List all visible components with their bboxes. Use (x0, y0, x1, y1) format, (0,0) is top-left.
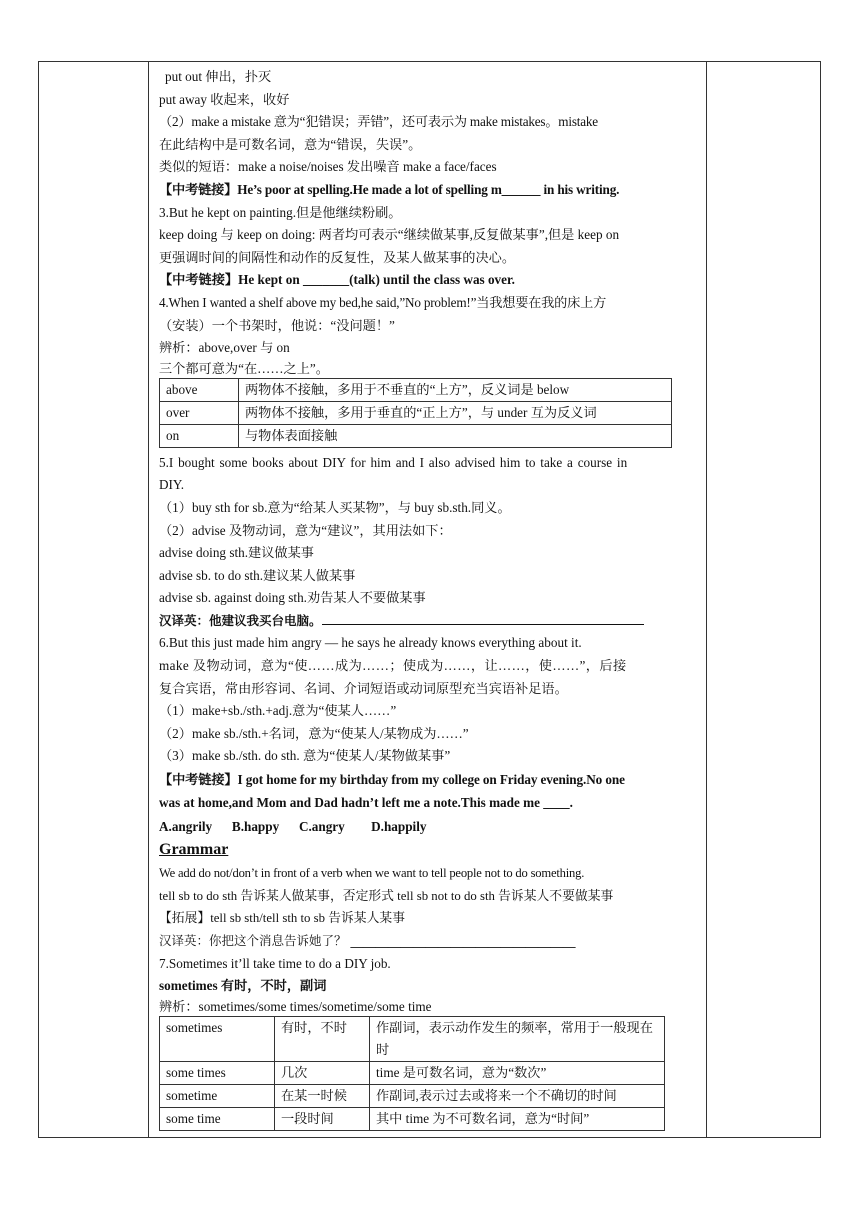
table-cell: on (160, 424, 239, 447)
text-line: 汉译英：你把这个消息告诉她了？ ____________________________________ (159, 932, 576, 948)
text-line: 辨析：above,over 与 on (159, 340, 290, 356)
exam-link-line: 【中考链接】I got home for my birthday from my college on Friday evening.No one (159, 772, 625, 788)
text-line: 在此结构中是可数名词，意为“错误，失误”。 (159, 136, 422, 152)
text-line: （1）make+sb./sth.+adj.意为“使某人……” (159, 703, 397, 719)
text-line: （安装）一个书架时，他说：“没问题！” (159, 317, 395, 333)
table-row (160, 1084, 665, 1107)
text-line: advise sb. against doing sth.劝告某人不要做某事 (159, 590, 426, 606)
text-line: DIY. (159, 477, 185, 493)
table-row (160, 401, 672, 424)
table-cell: 两物体不接触，多用于不垂直的“上方”，反义词是 below (239, 378, 672, 401)
table-cell: above (160, 378, 239, 401)
text-line: 更强调时间的间隔性和动作的反复性，及某人做某事的决心。 (159, 249, 516, 265)
table-row (160, 1107, 665, 1130)
text-line: make 及物动词，意为“使……成为……；使成为……，让……，使……”，后接 (159, 658, 627, 674)
text-line: 4.When I wanted a shelf above my bed,he said,”No problem!”当我想要在我的床上方 (159, 294, 607, 310)
main-content (159, 66, 700, 1131)
table-row (160, 1016, 665, 1061)
text-line: 三个都可意为“在……之上”。 (159, 360, 329, 376)
answer-blank[interactable] (322, 610, 644, 625)
table-cell: 作副词，表示动作发生的频率，常用于一般现在时 (370, 1016, 665, 1061)
exam-link-line: 【中考链接】He’s poor at spelling.He made a lot of spelling m______ in his writing. (159, 181, 620, 197)
exam-link-line: was at home,and Mom and Dad hadn’t left me a note.This made me ____. (159, 795, 573, 811)
table-cell: some times (160, 1061, 275, 1084)
grammar-heading: Grammar (159, 841, 229, 859)
text-line: 辨析：sometimes/some times/sometime/some time (159, 998, 432, 1014)
translation-exercise (159, 610, 700, 633)
text-line: （3）make sb./sth. do sth. 意为“使某人/某物做某事” (159, 748, 451, 764)
table-row (160, 378, 672, 401)
text-line: put away 收起来，收好 (159, 91, 290, 107)
above-over-on-table (159, 378, 672, 448)
column-divider-left (148, 61, 149, 1138)
table-cell: 一段时间 (275, 1107, 370, 1130)
text-line: tell sb to do sth 告诉某人做某事，否定形式 tell sb not to do sth 告诉某人不要做某事 (159, 888, 614, 903)
text-line: advise doing sth.建议做某事 (159, 545, 314, 561)
table-cell: 作副词,表示过去或将来一个不确切的时间 (370, 1084, 665, 1107)
exercise-prompt: 汉译英：他建议我买台电脑。 (159, 612, 322, 628)
table-cell: 几次 (275, 1061, 370, 1084)
text-line: 6.But this just made him angry — he says he already knows everything about it. (159, 635, 582, 651)
column-divider-right (706, 61, 707, 1138)
text-line: 3.But he kept on painting.但是他继续粉刷。 (159, 204, 402, 220)
answer-options: A.angrily B.happy C.angry D.happily (159, 818, 427, 834)
exam-link-line: 【中考链接】He kept on _______(talk) until the class was over. (159, 272, 515, 288)
text-line: 复合宾语，常由形容词、名词、介词短语或动词原型充当宾语补足语。 (159, 680, 568, 696)
text-line: sometimes 有时，不时，副词 (159, 978, 327, 994)
text-line: put out 伸出，扑灭 (165, 69, 272, 84)
text-line: 7.Sometimes it’ll take time to do a DIY job. (159, 955, 391, 971)
table-cell: 与物体表面接触 (239, 424, 672, 447)
table-cell: 有时，不时 (275, 1016, 370, 1061)
table-cell: 在某一时候 (275, 1084, 370, 1107)
text-line: 5.I bought some books about DIY for him and I also advised him to take a course in (159, 454, 628, 470)
table-cell: 两物体不接触，多用于垂直的“正上方”，与 under 互为反义词 (239, 401, 672, 424)
text-line: 类似的短语：make a noise/noises 发出噪音 make a face/faces (159, 159, 497, 175)
table-row (160, 424, 672, 447)
text-line: keep doing 与 keep on doing: 两者均可表示“继续做某事,反复做某事”,但是 keep on (159, 227, 620, 243)
table-cell: over (160, 401, 239, 424)
sometimes-table (159, 1016, 665, 1131)
table-cell: sometimes (160, 1016, 275, 1061)
text-line: （2）make a mistake 意为“犯错误；弄错”，还可表示为 make mistakes。mistake (159, 114, 598, 130)
text-line: 【拓展】tell sb sth/tell sth to sb 告诉某人某事 (159, 911, 405, 926)
table-cell: 其中 time 为不可数名词，意为“时间” (370, 1107, 665, 1130)
text-line: （2）advise 及物动词，意为“建议”，其用法如下： (159, 522, 452, 538)
table-cell: some time (160, 1107, 275, 1130)
text-line: advise sb. to do sth.建议某人做某事 (159, 567, 356, 583)
text-line: （1）buy sth for sb.意为“给某人买某物”，与 buy sb.sth.同义。 (159, 499, 511, 515)
table-cell: sometime (160, 1084, 275, 1107)
text-line: （2）make sb./sth.+名词，意为“使某人/某物成为……” (159, 725, 469, 741)
table-cell: time 是可数名词，意为“数次” (370, 1061, 665, 1084)
table-row (160, 1061, 665, 1084)
text-line: We add do not/don’t in front of a verb when we want to tell people not to do something. (159, 866, 585, 881)
